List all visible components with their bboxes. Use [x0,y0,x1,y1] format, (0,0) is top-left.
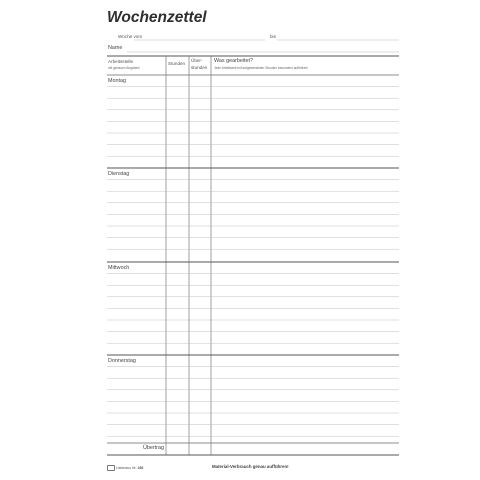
footer-publisher [107,465,143,471]
work-done-header: Was gearbeitet? [214,58,254,64]
week-from-label: Woche vom [118,34,143,39]
form-title: Wochenzettel [107,9,207,26]
week-to-label: bis [270,34,276,39]
work-done-subheader: Jede Arbeitszeit mit aufgewendeten Stunden besonders aufführen! [214,66,309,70]
name-label: Name [108,45,123,51]
publisher-logo-icon [107,465,115,471]
day-label-thursday: Donnerstag [108,358,136,364]
footer-form-number: 186 [137,465,144,470]
day-label-wednesday: Mittwoch [108,265,130,271]
hours-header: Stunden [168,61,186,66]
workplace-subheader: mit genauen Angaben! [108,66,140,70]
carry-over-label: Übertrag [143,445,164,451]
day-label-tuesday: Dienstag [108,171,130,177]
overtime-header-line1: Über- [191,58,203,63]
footer-publisher-text: Listenaus Nr. [116,465,137,470]
overtime-header-line2: stunden [191,65,208,70]
workplace-header: Arbeitsstelle [108,59,134,64]
day-label-monday: Montag [108,78,126,84]
footer-material-note: Material-Verbrauch genau aufführen! [212,464,289,469]
